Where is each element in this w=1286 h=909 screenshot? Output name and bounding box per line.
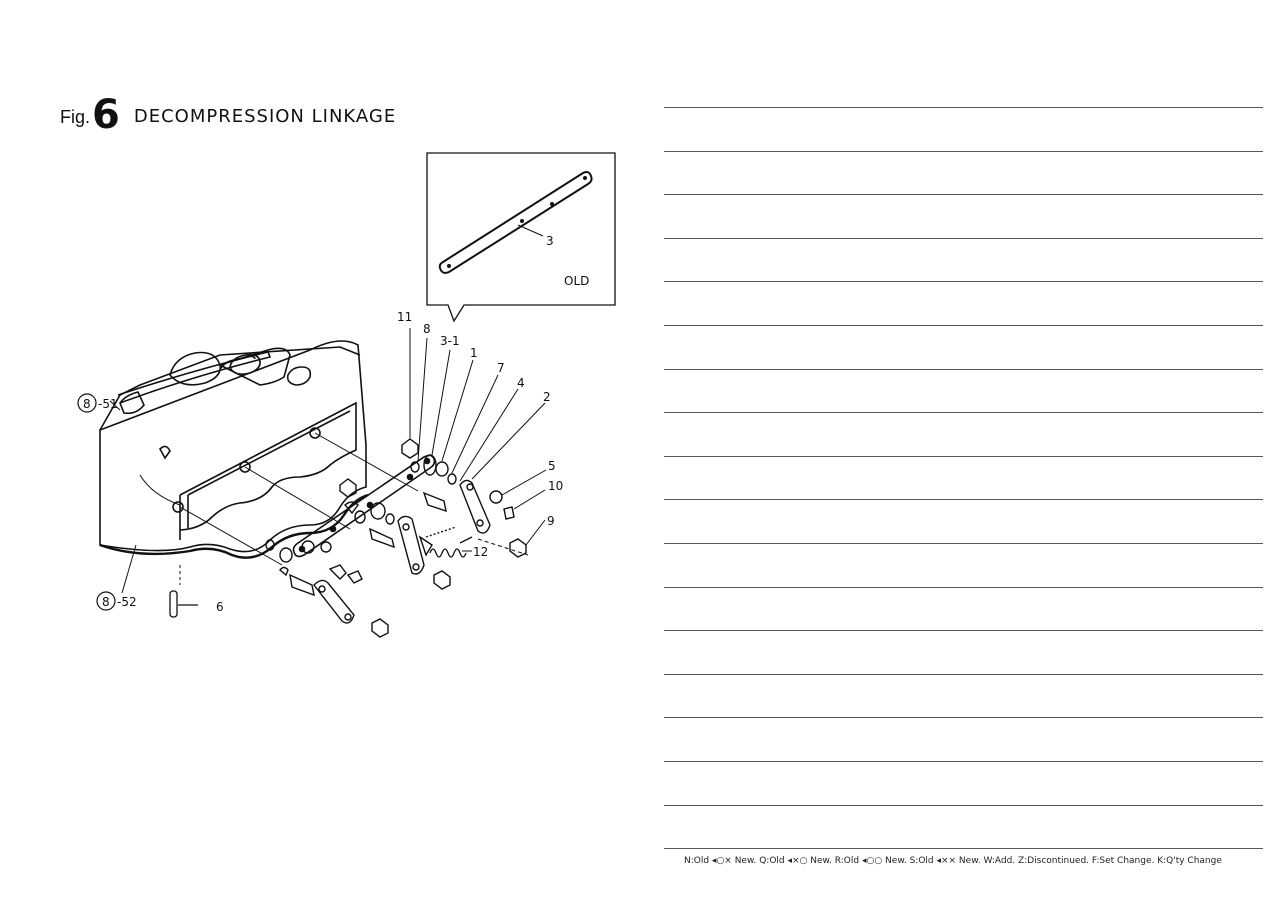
callout-10: 10 [548, 479, 564, 493]
callout-9: 9 [547, 514, 555, 528]
callout-7: 7 [497, 361, 505, 375]
head-cover [100, 341, 368, 558]
callout-11: 11 [397, 310, 413, 324]
dowel-pin [170, 591, 198, 617]
ruled-line [664, 238, 1263, 282]
ruled-line [664, 674, 1263, 718]
ruled-line [664, 369, 1263, 413]
ruled-line [664, 107, 1263, 151]
callout-1: 1 [470, 346, 478, 360]
ruled-line [664, 499, 1263, 543]
change-code-legend: N:Old ◂○× New. Q:Old ◂×○ New. R:Old ◂○○ New. S:Old ◂×× New. W:Add. Z:Discontinued. F:Set Change. K:Q'ty Change [684, 856, 1222, 866]
inset-old-label: OLD [564, 274, 590, 288]
inset-part-label: 3 [546, 234, 554, 248]
ruled-line [664, 717, 1263, 761]
callout-3-1: 3-1 [440, 334, 460, 348]
callout-2: 2 [543, 390, 551, 404]
old-link-plate [440, 172, 592, 273]
notes-ruled-lines [664, 107, 1263, 849]
ruled-line [664, 630, 1263, 674]
figure-name: DECOMPRESSION LINKAGE [133, 106, 397, 127]
ruled-line [664, 805, 1263, 849]
callout-851-circle: 8 [83, 397, 91, 411]
ruled-line [664, 194, 1263, 238]
figure-title [60, 92, 397, 138]
callout-4: 4 [517, 376, 525, 390]
nut-11 [402, 439, 418, 458]
ruled-line [664, 543, 1263, 587]
ruled-line [664, 761, 1263, 805]
ruled-line [664, 456, 1263, 500]
ruled-line [664, 151, 1263, 195]
figure-number: 6 [92, 92, 120, 138]
callout-852-circle: 8 [102, 595, 110, 609]
decompression-linkage-diagram [40, 145, 630, 645]
ruled-line [664, 848, 1263, 849]
ruled-line [664, 587, 1263, 631]
callout-852-suffix: -52 [117, 595, 137, 609]
callout-12: 12 [473, 545, 489, 559]
ruled-line [664, 325, 1263, 369]
inset-old-part [427, 153, 615, 321]
callout-5: 5 [548, 459, 556, 473]
callout-8: 8 [423, 322, 431, 336]
callout-851 [78, 394, 118, 412]
callout-6: 6 [216, 600, 224, 614]
callout-851-suffix: -51 [98, 397, 118, 411]
spring [430, 537, 472, 557]
ruled-line [664, 412, 1263, 456]
link-plate [294, 455, 435, 556]
ruled-line [664, 281, 1263, 325]
figure-prefix: Fig. [60, 107, 91, 127]
callout-852 [97, 592, 137, 610]
